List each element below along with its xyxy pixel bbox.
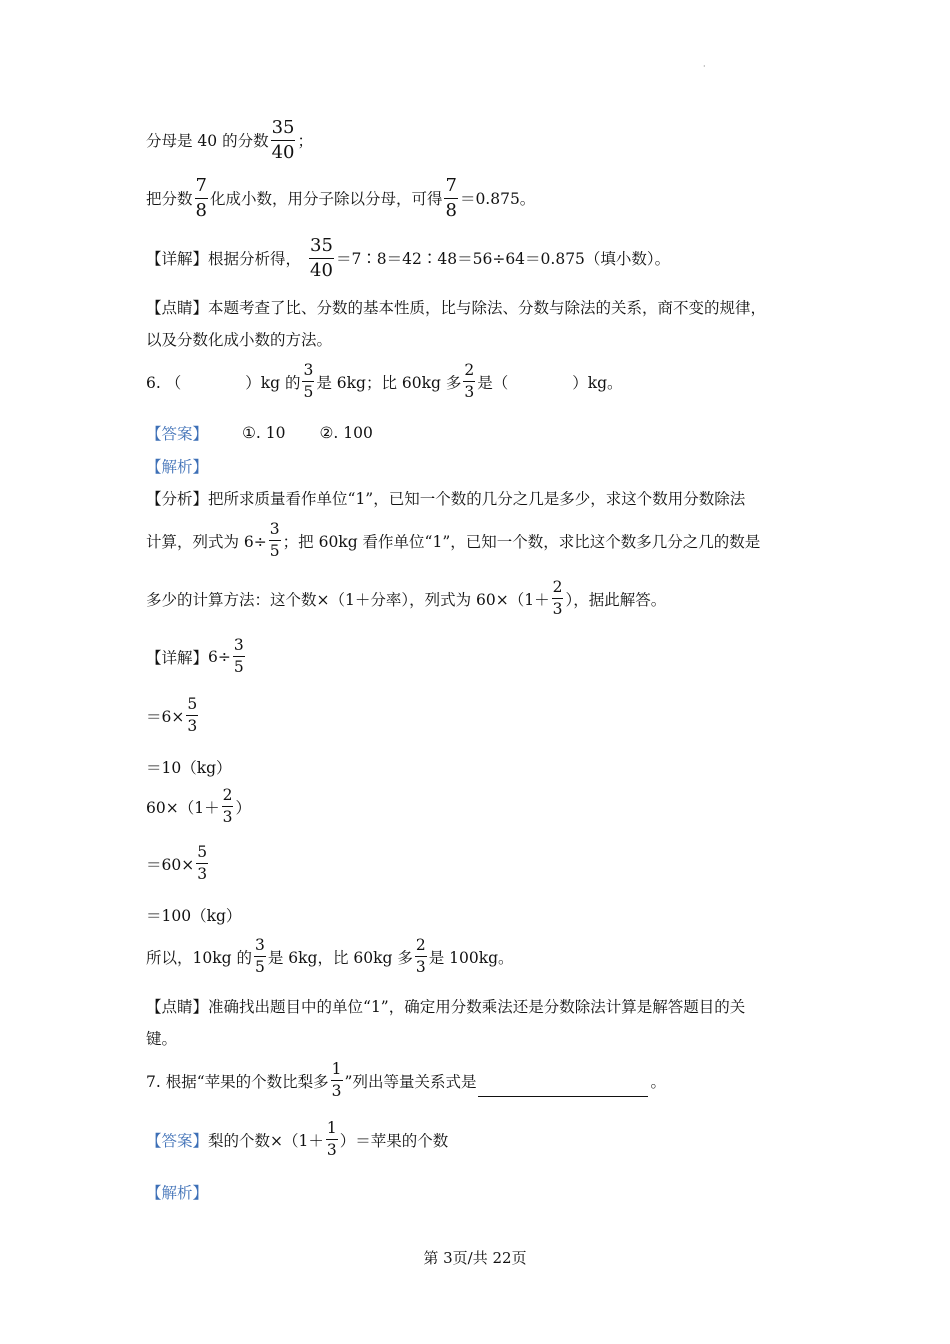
detail-tag: 【详解】 <box>146 648 209 667</box>
q6-point-line-2: 键。 <box>146 1030 178 1048</box>
q6-analysis-line-1: 【分析】 把所求质量看作单位“1”，已知一个数的几分之几是多少，求这个数用分数除法 <box>146 487 745 509</box>
fraction: $\frac{35}{40}$ <box>271 117 295 163</box>
fraction: $\frac{2}{3}$ <box>552 578 563 619</box>
q6-detail-step-5: ＝60× $\frac{5}{3}$ <box>146 843 208 884</box>
header-mark: · <box>703 62 706 71</box>
q6-analysis-line-2: 计算，列式为 6÷ $\frac{3}{5}$ ；把 60kg 看作单位“1”，已知一个数，求比这个数多几分之几的数是 <box>146 520 761 561</box>
q6-analysis-line-3: 多少的计算方法：这个数×（1＋分率），列式为 60×（1＋ $\frac{2}{3}$ ），据此解答。 <box>146 578 667 619</box>
jiexi-tag: 【解析】 <box>146 458 209 476</box>
jiexi-tag: 【解析】 <box>146 1184 209 1202</box>
fraction: $\frac{1}{3}$ <box>326 1119 337 1160</box>
detail-tag: 【详解】 <box>146 250 209 269</box>
q7-jiexi <box>146 1181 208 1203</box>
analysis-tag: 【分析】 <box>146 490 209 508</box>
fraction: $\frac{3}{5}$ <box>303 361 314 402</box>
q6-point-line-1: 【点睛】 准确找出题目中的单位“1”，确定用分数乘法还是分数除法计算是解答题目的关 <box>146 995 745 1017</box>
q6-detail-step-4: 60×（1＋ $\frac{2}{3}$ ） <box>146 786 251 827</box>
question-6: 6. （ ）kg 的 $\frac{3}{5}$ 是 6kg；比 60kg 多 $\frac{2}{3}$ 是（ ）kg。 <box>146 361 623 402</box>
fraction: $\frac{5}{3}$ <box>197 843 208 884</box>
q6-detail-step-3: ＝10（kg） <box>146 759 232 777</box>
q6-detail-conclusion: 所以，10kg 的 $\frac{3}{5}$ 是 6kg，比 60kg 多 $\frac{2}{3}$ 是 100kg。 <box>146 936 514 977</box>
answer-tag: 【答案】 <box>146 425 209 443</box>
q5-point-line-1: 【点睛】 本题考查了比、分数的基本性质，比与除法、分数与除法的关系，商不变的规律， <box>146 296 766 318</box>
fraction: $\frac{7}{8}$ <box>445 175 457 221</box>
q5-detail: 【详解】 根据分析得， $\frac{35}{40}$ ＝7∶8＝42∶48＝56÷64＝0.875（填小数）。 <box>146 235 671 281</box>
q6-detail-step-6: ＝100（kg） <box>146 907 242 925</box>
fraction: $\frac{2}{3}$ <box>222 786 233 827</box>
answer-tag: 【答案】 <box>146 1131 209 1150</box>
q6-detail-step-1: 【详解】 6÷ $\frac{3}{5}$ <box>146 636 244 677</box>
page-footer: 第 3页/共 22页 <box>423 1249 527 1267</box>
fraction: $\frac{5}{3}$ <box>187 695 198 736</box>
fraction: $\frac{1}{3}$ <box>331 1060 342 1101</box>
question-7: 7. 根据“苹果的个数比梨多 $\frac{1}{3}$ ”列出等量关系式是 。 <box>146 1060 666 1101</box>
q7-answer: 【答案】 梨的个数×（1＋ $\frac{1}{3}$ ）＝苹果的个数 <box>146 1119 449 1160</box>
fraction: $\frac{2}{3}$ <box>464 361 475 402</box>
q5-point-line-2: 以及分数化成小数的方法。 <box>146 331 333 349</box>
fraction: $\frac{2}{3}$ <box>415 936 426 977</box>
intro-line-2: 把分数 $\frac{7}{8}$ 化成小数，用分子除以分母，可得 $\frac{7}{8}$ ＝0.875。 <box>146 175 536 221</box>
fraction: $\frac{3}{5}$ <box>233 636 244 677</box>
point-tag: 【点睛】 <box>146 299 209 317</box>
intro-line-1: 分母是 40 的分数 $\frac{35}{40}$ ； <box>146 117 313 163</box>
fraction: $\frac{7}{8}$ <box>195 175 207 221</box>
point-tag: 【点睛】 <box>146 998 209 1016</box>
q6-jiexi <box>146 455 208 477</box>
fraction: $\frac{35}{40}$ <box>310 235 333 281</box>
q6-detail-step-2: ＝6× $\frac{5}{3}$ <box>146 695 198 736</box>
fraction: $\frac{3}{5}$ <box>254 936 265 977</box>
fraction: $\frac{3}{5}$ <box>269 520 280 561</box>
answer-blank <box>478 1095 648 1097</box>
q6-answer: 【答案】 ①. 10 ②. 100 <box>146 424 373 443</box>
